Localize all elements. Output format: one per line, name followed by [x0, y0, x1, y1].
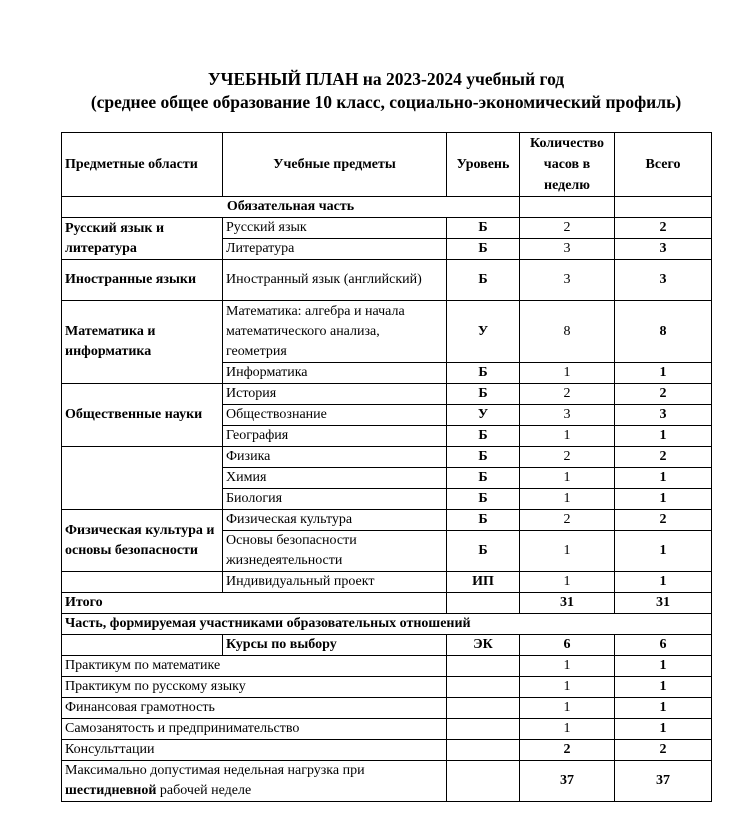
hours-cell: 1 — [520, 426, 615, 447]
subject-cell: Литература — [223, 239, 447, 260]
elective-hours: 1 — [520, 698, 615, 719]
header-level: Уровень — [447, 133, 520, 197]
hours-cell: 3 — [520, 260, 615, 301]
elective-subject: Финансовая грамотность — [62, 698, 447, 719]
hours-cell: 2 — [520, 218, 615, 239]
total-cell: 1 — [615, 572, 712, 593]
hours-cell: 1 — [520, 363, 615, 384]
hours-cell: 1 — [520, 468, 615, 489]
level-cell: Б — [447, 260, 520, 301]
hours-cell: 2 — [520, 384, 615, 405]
elective-subject: Самозанятость и предпринимательство — [62, 719, 447, 740]
empty-cell — [447, 698, 520, 719]
itogo-total: 31 — [615, 593, 712, 614]
elective-total: 1 — [615, 677, 712, 698]
header-hours: Количество часов в неделю — [520, 133, 615, 197]
hours-cell: 8 — [520, 301, 615, 363]
total-cell: 3 — [615, 260, 712, 301]
courses-level: ЭК — [447, 635, 520, 656]
max-load-hours: 37 — [520, 761, 615, 802]
max-load-label-bold: шестидневной — [65, 783, 157, 798]
elective-part-row — [62, 614, 712, 635]
mandatory-part-label: Обязательная часть — [62, 197, 520, 218]
itogo-row — [62, 593, 712, 614]
table-row — [62, 572, 712, 593]
elective-row — [62, 719, 712, 740]
elective-row — [62, 656, 712, 677]
max-load-label — [62, 761, 447, 802]
max-load-total: 37 — [615, 761, 712, 802]
total-cell: 2 — [615, 384, 712, 405]
courses-row — [62, 635, 712, 656]
total-cell: 1 — [615, 426, 712, 447]
subject-cell: Обществознание — [223, 405, 447, 426]
hours-cell: 3 — [520, 405, 615, 426]
hours-cell: 1 — [520, 572, 615, 593]
header-total: Всего — [615, 133, 712, 197]
subject-cell: Физическая культура — [223, 510, 447, 531]
table-row — [62, 218, 712, 239]
total-cell: 1 — [615, 531, 712, 572]
table-row — [62, 510, 712, 531]
subject-cell: Математика: алгебра и начала математического анализа, геометрия — [223, 301, 447, 363]
subject-cell: Биология — [223, 489, 447, 510]
hours-cell: 2 — [520, 447, 615, 468]
courses-total: 6 — [615, 635, 712, 656]
level-cell: У — [447, 301, 520, 363]
hours-cell: 3 — [520, 239, 615, 260]
empty-cell — [62, 635, 223, 656]
subject-cell: Индивидуальный проект — [223, 572, 447, 593]
elective-total: 1 — [615, 698, 712, 719]
empty-cell — [447, 656, 520, 677]
table-row — [62, 447, 712, 468]
subject-cell: Физика — [223, 447, 447, 468]
hours-cell: 1 — [520, 489, 615, 510]
empty-cell — [447, 761, 520, 802]
courses-hours: 6 — [520, 635, 615, 656]
courses-label: Курсы по выбору — [223, 635, 447, 656]
hours-cell: 1 — [520, 531, 615, 572]
level-cell: У — [447, 405, 520, 426]
area-cell: Иностранные языки — [62, 260, 223, 301]
level-cell: Б — [447, 468, 520, 489]
area-cell: Физическая культура и основы безопасности — [62, 510, 223, 572]
level-cell: Б — [447, 447, 520, 468]
subject-cell: Информатика — [223, 363, 447, 384]
empty-cell — [447, 740, 520, 761]
itogo-label: Итого — [62, 593, 447, 614]
table-row — [62, 260, 712, 301]
level-cell: Б — [447, 531, 520, 572]
total-cell: 1 — [615, 363, 712, 384]
subject-cell: История — [223, 384, 447, 405]
hours-cell: 2 — [520, 510, 615, 531]
area-cell: Русский язык и литература — [62, 218, 223, 260]
total-cell: 1 — [615, 489, 712, 510]
subject-cell: Химия — [223, 468, 447, 489]
total-cell: 3 — [615, 405, 712, 426]
elective-subject: Консульттации — [62, 740, 447, 761]
area-cell: Общественные науки — [62, 384, 223, 447]
total-cell: 2 — [615, 447, 712, 468]
elective-total: 1 — [615, 719, 712, 740]
empty-cell — [520, 197, 615, 218]
itogo-hours: 31 — [520, 593, 615, 614]
total-cell: 2 — [615, 218, 712, 239]
empty-cell — [447, 677, 520, 698]
curriculum-table — [61, 132, 712, 802]
elective-subject: Практикум по русскому языку — [62, 677, 447, 698]
header-subject: Учебные предметы — [223, 133, 447, 197]
level-cell: Б — [447, 489, 520, 510]
document-subtitle: (среднее общее образование 10 класс, социально-экономический профиль) — [90, 92, 682, 112]
elective-hours: 2 — [520, 740, 615, 761]
table-row — [62, 301, 712, 363]
elective-total: 2 — [615, 740, 712, 761]
empty-cell — [447, 593, 520, 614]
empty-cell — [615, 197, 712, 218]
area-cell — [62, 572, 223, 593]
elective-part-label: Часть, формируемая участниками образовательных отношений — [62, 614, 712, 635]
document-title: УЧЕБНЫЙ ПЛАН на 2023-2024 учебный год — [207, 69, 565, 89]
level-cell: Б — [447, 426, 520, 447]
elective-hours: 1 — [520, 719, 615, 740]
max-load-row — [62, 761, 712, 802]
level-cell: Б — [447, 384, 520, 405]
area-cell — [62, 447, 223, 510]
mandatory-part-row — [62, 197, 712, 218]
elective-row — [62, 698, 712, 719]
elective-subject: Практикум по математике — [62, 656, 447, 677]
empty-cell — [447, 719, 520, 740]
subject-cell: Иностранный язык (английский) — [223, 260, 447, 301]
total-cell: 1 — [615, 468, 712, 489]
elective-row — [62, 740, 712, 761]
subject-cell: География — [223, 426, 447, 447]
elective-total: 1 — [615, 656, 712, 677]
max-load-label-part2: рабочей неделе — [156, 783, 252, 798]
elective-row — [62, 677, 712, 698]
header-area: Предметные области — [62, 133, 223, 197]
max-load-label-part1: Максимально допустимая недельная нагрузка при — [65, 763, 365, 778]
level-cell: ИП — [447, 572, 520, 593]
level-cell: Б — [447, 218, 520, 239]
subject-cell: Русский язык — [223, 218, 447, 239]
elective-hours: 1 — [520, 656, 615, 677]
area-cell: Математика и информатика — [62, 301, 223, 384]
level-cell: Б — [447, 239, 520, 260]
level-cell: Б — [447, 363, 520, 384]
header-row — [62, 133, 712, 197]
subject-cell: Основы безопасности жизнедеятельности — [223, 531, 447, 572]
total-cell: 3 — [615, 239, 712, 260]
total-cell: 8 — [615, 301, 712, 363]
table-row — [62, 384, 712, 405]
total-cell: 2 — [615, 510, 712, 531]
elective-hours: 1 — [520, 677, 615, 698]
level-cell: Б — [447, 510, 520, 531]
